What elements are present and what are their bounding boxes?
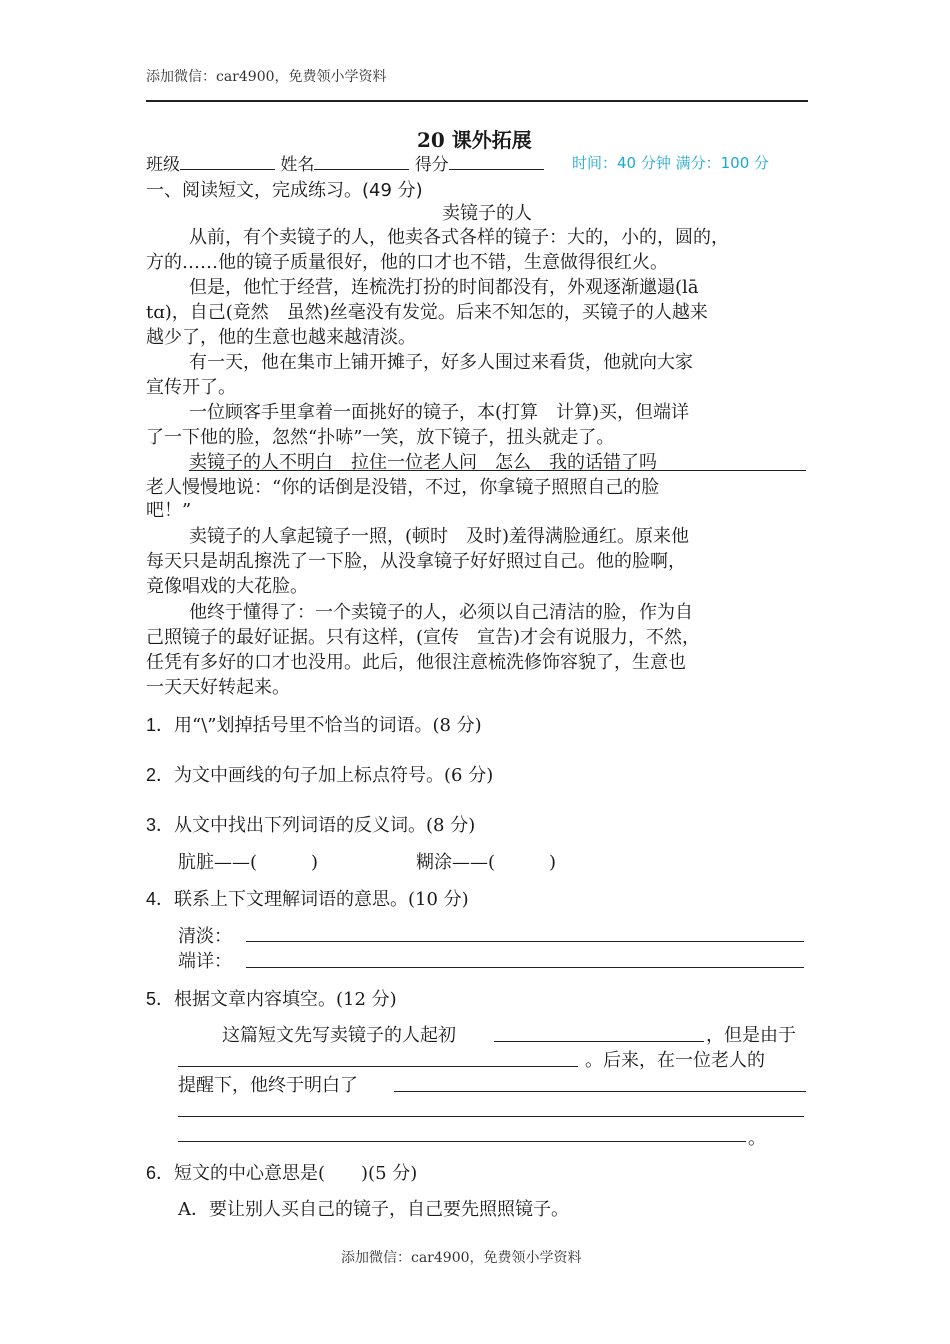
- page-title: 20 课外拓展: [417, 128, 532, 152]
- question-number: 1．: [146, 715, 175, 735]
- question-1: [146, 711, 482, 737]
- question-text: 为文中画线的句子加上标点符号。(6 分): [174, 765, 494, 786]
- question-text: 短文的中心意思是( )(5 分): [174, 1163, 418, 1184]
- fill-text: 。后来，在一位老人的: [585, 1050, 765, 1071]
- question-number: 6．: [146, 1163, 175, 1183]
- question-number: 2．: [146, 765, 175, 785]
- passage-line: 越少了，他的生意也越来越清淡。: [146, 327, 416, 348]
- passage-line: 宣传开了。: [146, 377, 236, 398]
- header-note: 添加微信：car4900，免费领小学资料: [146, 69, 387, 85]
- fill-text: 。: [748, 1128, 766, 1149]
- timing-info: 时间：40 分钟 满分：100 分: [572, 154, 770, 172]
- header-rule: [146, 100, 808, 102]
- fill-text: 提醒下，他终于明白了: [178, 1075, 358, 1096]
- passage-line: tɑ)，自己(竟然 虽然)丝毫没有发觉。后来不知怎的，买镜子的人越来: [146, 302, 708, 323]
- underline-mark: [189, 470, 806, 471]
- question-2: [146, 761, 493, 787]
- footer-note: 添加微信：car4900，免费领小学资料: [341, 1250, 582, 1266]
- question-3: [146, 811, 475, 837]
- word-label-qingdan: 清淡：: [178, 926, 232, 947]
- question-6: [146, 1159, 417, 1185]
- passage-line: 老人慢慢地说：“你的话倒是没错，不过，你拿镜子照照自己的脸: [146, 477, 660, 498]
- student-info-row: [146, 150, 544, 175]
- question-text: 联系上下文理解词语的意思。(10 分): [174, 889, 469, 910]
- question-text: 根据文章内容填空。(12 分): [174, 989, 397, 1010]
- question-number: 3．: [146, 815, 175, 835]
- question-text: 从文中找出下列词语的反义词。(8 分): [174, 815, 476, 836]
- score-label: 得分: [414, 155, 449, 175]
- antonym-blank-2[interactable]: 糊涂——( ): [416, 852, 557, 873]
- name-label: 姓名: [280, 155, 315, 175]
- fill-blank-1[interactable]: [494, 1041, 704, 1042]
- answer-line-duanxiang[interactable]: [246, 967, 804, 968]
- question-text: 用“\”划掉括号里不恰当的词语。(8 分): [174, 715, 482, 736]
- fill-blank-4[interactable]: [178, 1116, 804, 1117]
- passage-line: 己照镜子的最好证据。只有这样，(宣传 宣告)才会有说服力，不然，: [146, 627, 701, 648]
- fill-blank-2[interactable]: [178, 1066, 578, 1067]
- passage-line: 卖镜子的人拿起镜子一照，(顿时 及时)羞得满脸通红。原来他: [189, 526, 690, 547]
- fill-text: ，但是由于: [706, 1025, 796, 1046]
- question-4: [146, 885, 469, 911]
- class-label: 班级: [146, 155, 180, 175]
- question-5: [146, 985, 397, 1011]
- underlined-sentence: 卖镜子的人不明白 拉住一位老人问 怎么 我的话错了吗: [189, 452, 657, 473]
- passage-line: 了一下他的脸，忽然“扑哧”一笑，放下镜子，扭头就走了。: [146, 427, 615, 448]
- fill-text: 这篇短文先写卖镜子的人起初: [222, 1025, 456, 1046]
- passage-line: 但是，他忙于经营，连梳洗打扮的时间都没有，外观逐渐邋遢(lā: [189, 277, 699, 298]
- passage-line: 他终于懂得了：一个卖镜子的人，必须以自己清洁的脸，作为自: [189, 602, 693, 623]
- passage-title: 卖镜子的人: [442, 203, 532, 224]
- answer-line-qingdan[interactable]: [246, 941, 804, 942]
- question-number: 5．: [146, 989, 175, 1009]
- fill-blank-3[interactable]: [394, 1091, 806, 1092]
- passage-line: 任凭有多好的口才也没用。此后，他很注意梳洗修饰容貌了，生意也: [146, 652, 686, 673]
- passage-line: 竟像唱戏的大花脸。: [146, 576, 308, 597]
- score-blank[interactable]: [449, 155, 544, 170]
- passage-line: 从前，有个卖镜子的人，他卖各式各样的镜子：大的，小的，圆的，: [189, 227, 729, 248]
- passage-line: 每天只是胡乱擦洗了一下脸，从没拿镜子好好照过自己。他的脸啊，: [146, 551, 686, 572]
- option-a[interactable]: A．要让别人买自己的镜子，自己要先照照镜子。: [178, 1199, 569, 1220]
- fill-blank-5[interactable]: [178, 1141, 746, 1142]
- question-number: 4．: [146, 889, 175, 909]
- passage-line: 有一天，他在集市上铺开摊子，好多人围过来看货，他就向大家: [189, 352, 693, 373]
- passage-line: 一位顾客手里拿着一面挑好的镜子，本(打算 计算)买，但端详: [189, 402, 690, 423]
- name-blank[interactable]: [314, 155, 409, 170]
- section-heading: 一、阅读短文，完成练习。(49 分): [146, 180, 423, 201]
- passage-line: 一天天好转起来。: [146, 677, 290, 698]
- antonym-blank-1[interactable]: 肮脏——( ): [178, 852, 319, 873]
- passage-line: 方的……他的镜子质量很好，他的口才也不错，生意做得很红火。: [146, 252, 668, 273]
- word-label-duanxiang: 端详：: [178, 951, 232, 972]
- passage-line: 吧！”: [146, 500, 192, 521]
- class-blank[interactable]: [180, 155, 275, 170]
